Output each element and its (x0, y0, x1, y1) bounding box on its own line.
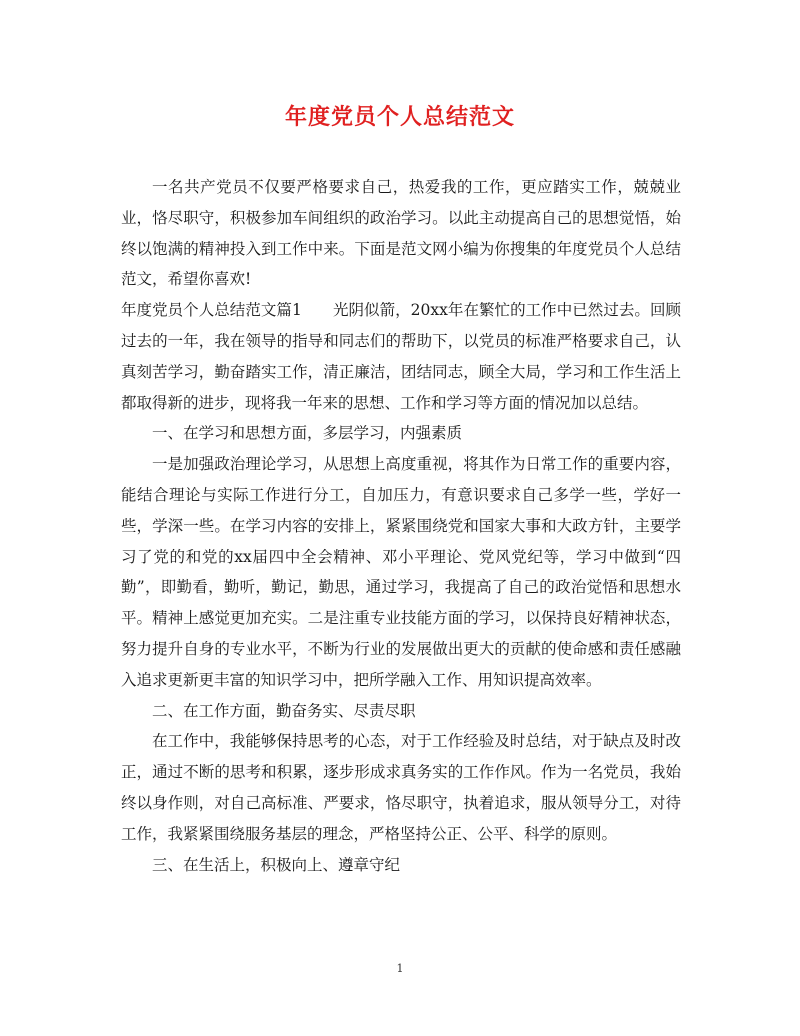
section-two-heading: 二、在工作方面，勤奋务实、尽责尽职 (152, 701, 416, 720)
page-number: 1 (396, 962, 404, 975)
section-three-heading: 三、在生活上，积极向上、遵章守纪 (152, 855, 401, 874)
section-two-paragraph: 在工作中，我能够保持思考的心态，对于工作经验及时总结，对于缺点及时改正，通过不断的思考和积累，逐步形成求真务实的工作作风。作为一名党员，我始终以身作则，对自己高标准、严要求，恪尽职守，执着追求，服从领导分工，对待工作，我紧紧围绕服务基层的理念，严格坚持公正、公平、科学的原则。 (121, 732, 681, 843)
section-one-heading: 一、在学习和思想方面，多层学习，内强素质 (152, 424, 463, 443)
document-title: 年度党员个人总结范文 (284, 104, 515, 130)
document-body (121, 172, 681, 880)
intro-paragraph: 一名共产党员不仅要严格要求自己，热爱我的工作，更应踏实工作，兢兢业业，恪尽职守，积极参加车间组织的政治学习。以此主动提高自己的思想觉悟，始终以饱满的精神投入到工作中来。下面是范文网小编为你搜集的年度党员个人总结范文，希望你喜欢! (121, 178, 681, 289)
article-one-opening-paragraph: 年度党员个人总结范文篇1 光阴似箭，20xx年在繁忙的工作中已然过去。回顾过去的一年，我在领导的指导和同志们的帮助下，以党员的标准严格要求自己，认真刻苦学习，勤奋踏实工作，清正廉洁，团结同志，顾全大局，学习和工作生活上都取得新的进步，现将我一年来的思想、工作和学习等方面的情况加以总结。 (121, 301, 681, 412)
section-one-paragraph: 一是加强政治理论学习，从思想上高度重视，将其作为日常工作的重要内容，能结合理论与实际工作进行分工，自加压力，有意识要求自己多学一些，学好一些，学深一些。在学习内容的安排上，紧紧围绕党和国家大事和大政方针，主要学习了党的和党的xx届四中全会精神、邓小平理论、党风党纪等，学习中做到“四勤”，即勤看，勤听，勤记，勤思，通过学习，我提高了自己的政治觉悟和思想水平。精神上感觉更加充实。二是注重专业技能方面的学习，以保持良好精神状态，努力提升自身的专业水平，不断为行业的发展做出更大的贡献的使命感和责任感融入追求更新更丰富的知识学习中，把所学融入工作、用知识提高效率。 (121, 455, 681, 689)
